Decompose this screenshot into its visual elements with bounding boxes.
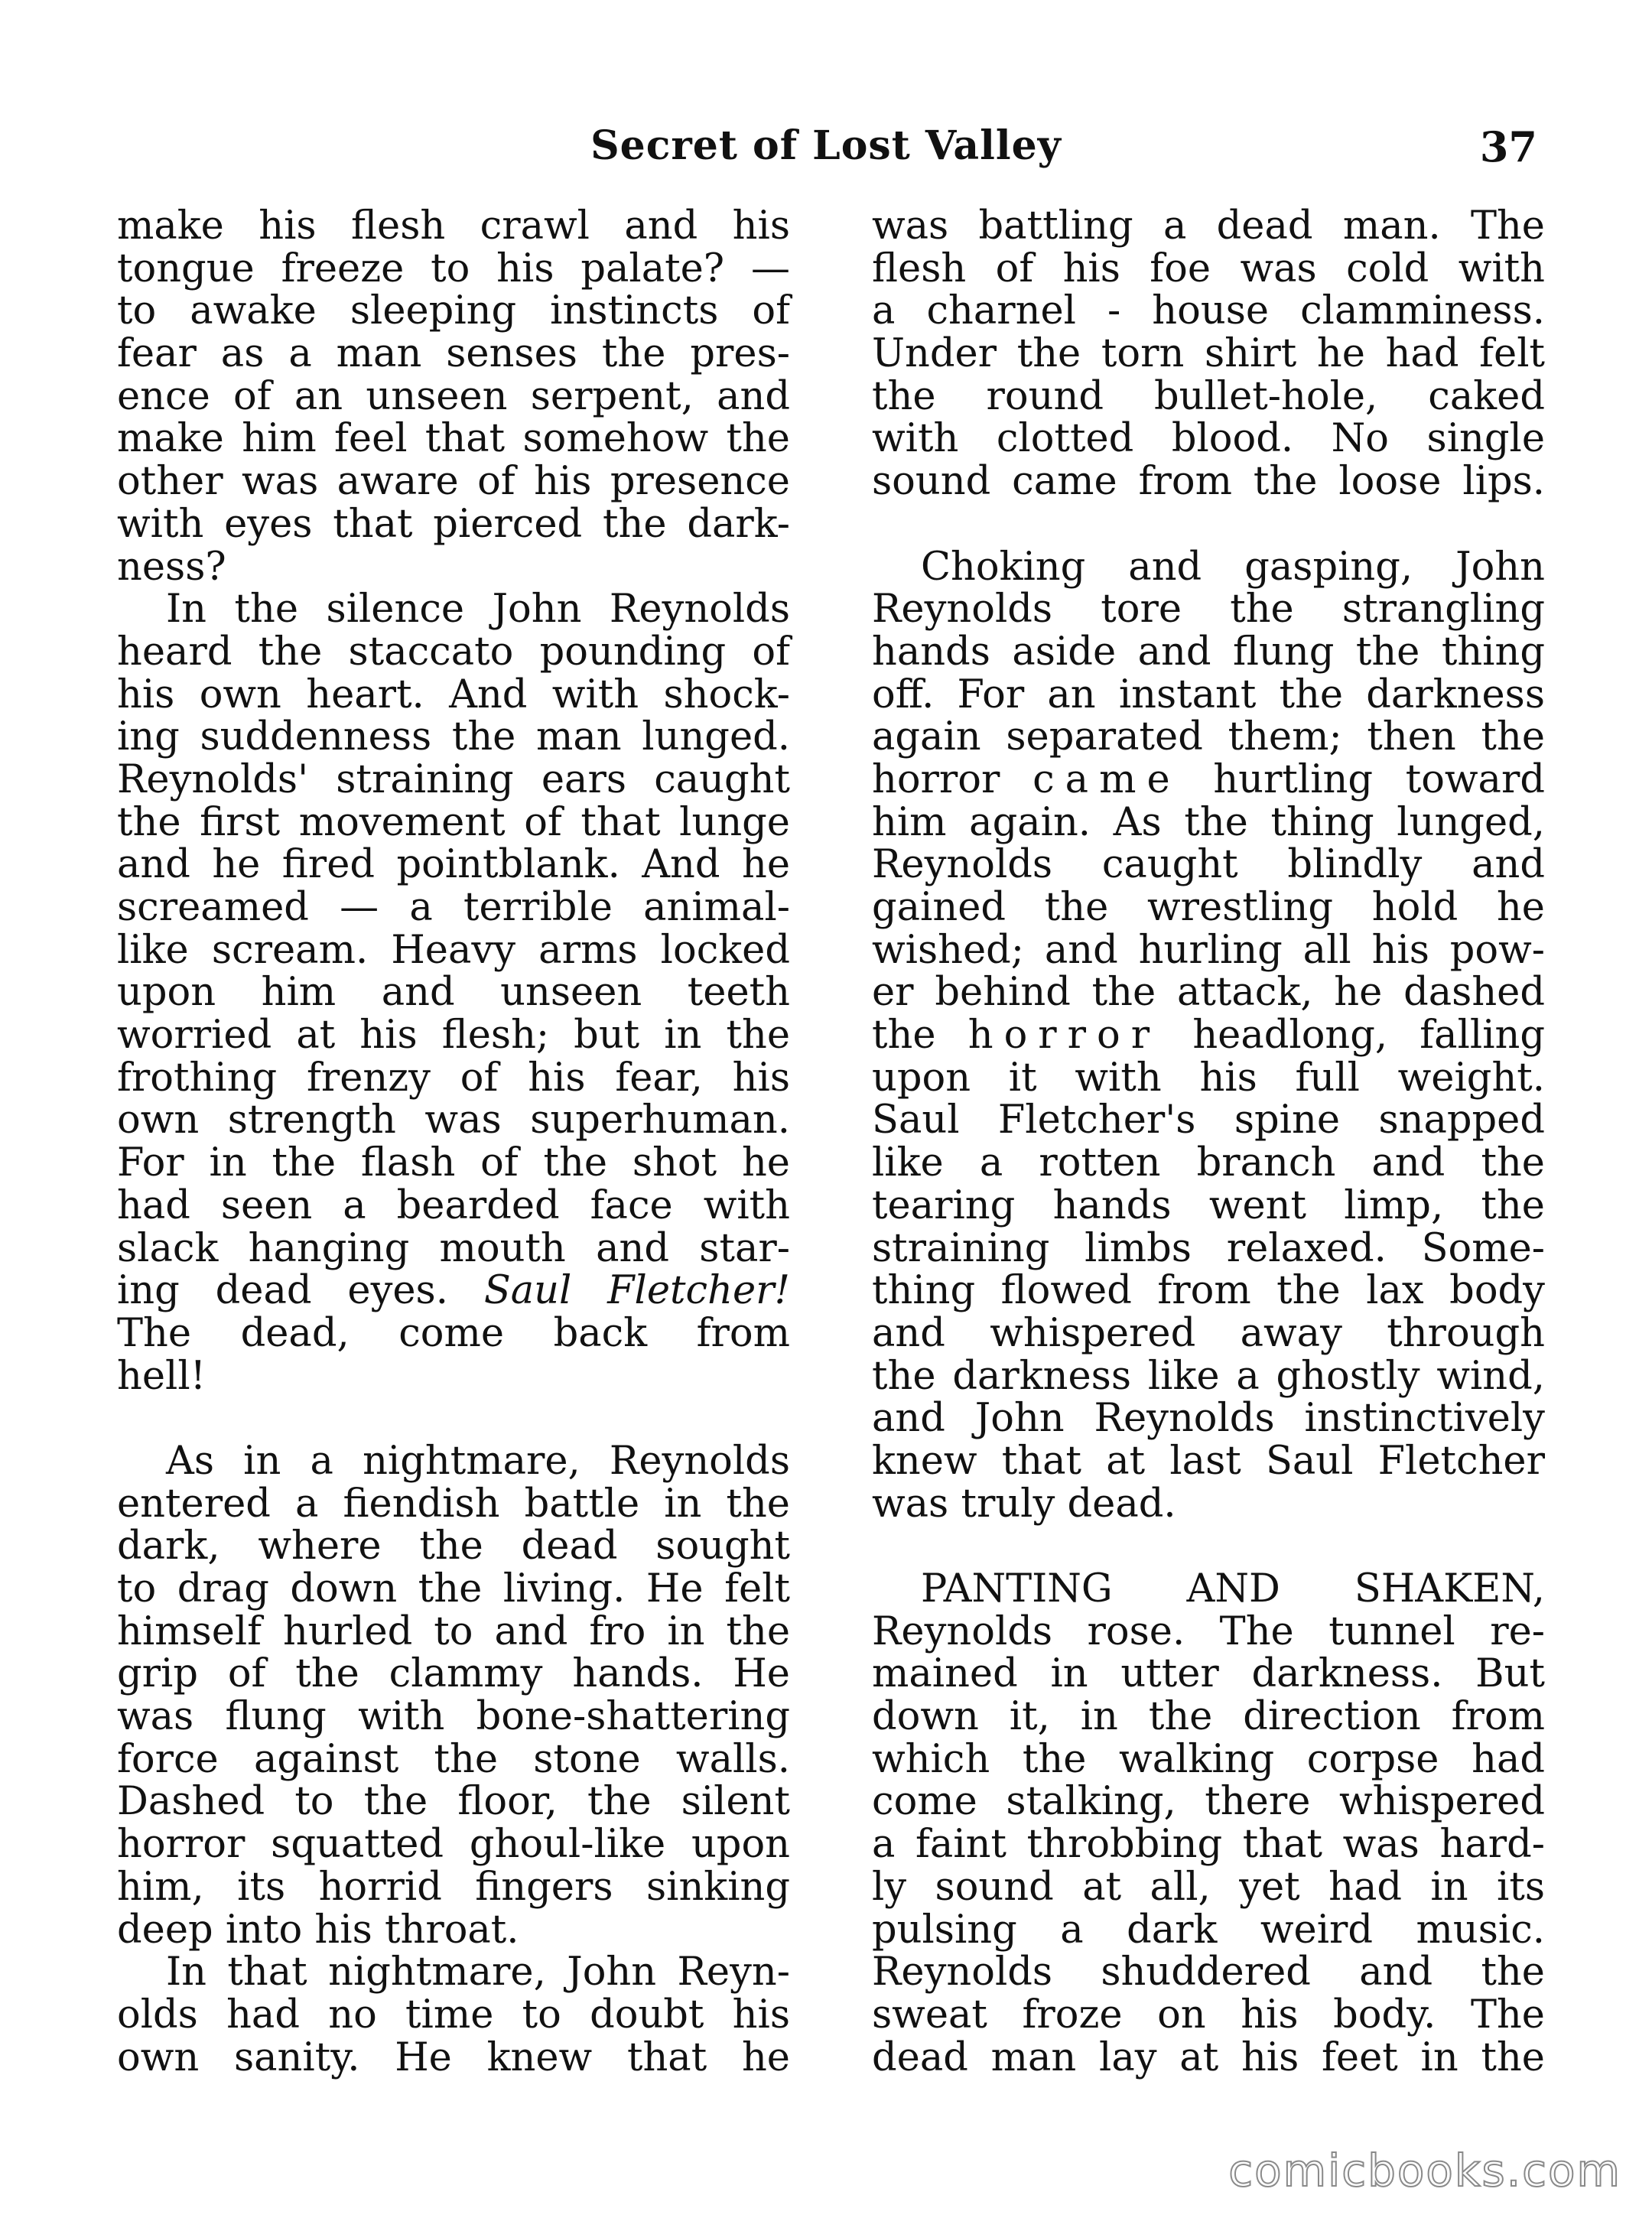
text-line-content: ly sound at all, yet had in its <box>872 1864 1545 1910</box>
text-line <box>117 1568 790 1611</box>
text-line-content: and he fired pointblank. And he <box>117 842 790 888</box>
text-line-content: the first movement of that lunge <box>117 799 790 845</box>
text-line-content: own strength was superhuman. <box>117 1098 790 1143</box>
text-line-content: tearing hands went limp, the <box>872 1182 1545 1228</box>
text-line <box>872 1568 1545 1611</box>
text-line <box>117 1823 790 1866</box>
text-line-content: a charnel - house clamminess. <box>872 288 1545 334</box>
text-line <box>872 205 1545 248</box>
text-line <box>872 1270 1545 1312</box>
text-line-content: ence of an unseen serpent, and <box>117 373 790 419</box>
text-line <box>872 373 1545 419</box>
text-line-content: deep into his throat. <box>117 1907 519 1953</box>
text-line <box>872 248 1545 291</box>
text-line-content: ing suddenness the man lunged. <box>117 714 790 760</box>
text-line <box>117 546 790 589</box>
text-line <box>872 1781 1545 1823</box>
text-line <box>117 1909 790 1952</box>
text-line <box>872 1909 1545 1952</box>
text-line-content: to awake sleeping instincts of <box>117 288 790 334</box>
text-line <box>117 1608 790 1654</box>
text-line <box>117 588 790 631</box>
text-line-content: sound came from the loose lips. <box>872 459 1545 505</box>
text-line <box>117 674 790 717</box>
text-line <box>872 844 1545 886</box>
text-line-content: frothing frenzy of his fear, his <box>117 1055 790 1101</box>
text-line <box>872 1397 1545 1440</box>
paragraph-gap <box>872 503 1545 546</box>
text-line-content: and John Reynolds instinctively <box>872 1396 1545 1442</box>
text-line-content: force against the stone walls. <box>117 1736 790 1782</box>
text-line-content: For in the flash of the shot he <box>117 1140 790 1186</box>
text-line <box>117 373 790 419</box>
text-line-content: grip of the clammy hands. He <box>117 1651 790 1697</box>
text-line <box>872 1312 1545 1355</box>
text-line-content: ing dead eyes. <box>117 1268 448 1314</box>
text-line <box>872 971 1545 1014</box>
text-line-content: upon him and unseen teeth <box>117 970 790 1016</box>
text-line <box>872 756 1545 802</box>
text-line-content: like scream. Heavy arms locked <box>117 927 790 973</box>
text-line-content: heard the staccato pounding of <box>117 629 790 675</box>
text-line-content: Under the torn shirt he had felt <box>872 331 1545 377</box>
text-line <box>117 844 790 886</box>
text-line <box>872 290 1545 333</box>
text-line <box>117 1483 790 1526</box>
text-line-content: Choking and gasping, John <box>921 544 1545 590</box>
italic-text: Saul Fletcher! <box>483 1268 790 1314</box>
text-line-content: come stalking, there whispered <box>872 1779 1545 1825</box>
text-line <box>117 1014 790 1057</box>
text-line-content: straining limbs relaxed. Some- <box>872 1225 1545 1271</box>
text-line <box>872 929 1545 972</box>
text-line <box>117 1951 790 1994</box>
text-line-content: olds had no time to doubt his <box>117 1992 790 2038</box>
text-line-content: Reynolds shuddered and the <box>872 1950 1545 1995</box>
text-line <box>872 886 1545 929</box>
text-line <box>117 799 790 845</box>
page-number: 37 <box>1479 122 1537 171</box>
paragraph-gap <box>872 1525 1545 1568</box>
text-line-content: sweat froze on his body. The <box>872 1992 1545 2038</box>
text-line <box>117 460 790 503</box>
text-line <box>872 1483 1545 1526</box>
text-line-content: his own heart. And with shock- <box>117 672 790 717</box>
text-line-content: Reynolds caught blindly and <box>872 842 1545 888</box>
text-line <box>117 631 790 674</box>
text-line <box>872 1823 1545 1866</box>
text-line <box>117 716 790 759</box>
text-line-content: screamed — a terrible animal- <box>117 885 790 930</box>
text-line-content: Saul Fletcher's spine snapped <box>872 1098 1545 1143</box>
text-line <box>117 1653 790 1696</box>
text-line-content: entered a fiendish battle in the <box>117 1481 790 1527</box>
text-line-content: again separated them; then the <box>872 714 1545 760</box>
text-line <box>117 1525 790 1568</box>
text-line <box>872 1866 1545 1909</box>
text-line-content: which the walking corpse had <box>872 1736 1545 1782</box>
text-line-content: horror <box>872 756 1000 802</box>
text-line <box>872 1738 1545 1781</box>
text-line <box>872 418 1545 460</box>
text-line <box>872 546 1545 589</box>
text-line-content: and whispered away through <box>872 1310 1545 1356</box>
text-line <box>117 503 790 546</box>
text-line-content: Reynolds' straining ears caught <box>117 756 790 802</box>
text-line-content: like a rotten branch and the <box>872 1140 1545 1186</box>
text-line <box>117 1781 790 1823</box>
text-line <box>872 1951 1545 1994</box>
text-line-content: him again. As the thing lunged, <box>872 799 1545 845</box>
text-line-content: mained in utter darkness. But <box>872 1651 1545 1697</box>
text-line-content: was battling a dead man. The <box>872 203 1545 249</box>
text-line-content: tongue freeze to his palate? — <box>117 246 790 291</box>
text-line-content: thing flowed from the lax body <box>872 1268 1545 1314</box>
text-line <box>117 1866 790 1909</box>
text-line-content: him, its horrid fingers sinking <box>117 1864 790 1910</box>
text-line <box>117 1270 790 1312</box>
text-line-content: wished; and hurling all his pow- <box>872 927 1545 973</box>
text-line-content: dead man lay at his feet in the <box>872 2034 1545 2080</box>
text-line <box>872 460 1545 503</box>
text-line-content: a faint throbbing that was hard- <box>872 1822 1545 1868</box>
text-line-content: worried at his flesh; but in the <box>117 1013 790 1059</box>
text-line <box>872 1653 1545 1696</box>
text-line-content: er behind the attack, he dashed <box>872 970 1545 1016</box>
text-line-content: slack hanging mouth and star- <box>117 1225 790 1271</box>
text-line-content: other was aware of his presence <box>117 459 790 505</box>
text-line <box>117 1738 790 1781</box>
text-line <box>872 1994 1545 2037</box>
text-line-content: ness? <box>117 544 226 590</box>
text-line-content: hands aside and flung the thing <box>872 629 1545 675</box>
text-line-content: make him feel that somehow the <box>117 416 790 462</box>
text-line <box>872 1142 1545 1185</box>
text-line-content: dark, where the dead sought <box>117 1524 790 1569</box>
text-line <box>117 756 790 802</box>
text-line <box>117 1099 790 1142</box>
text-line <box>872 1225 1545 1271</box>
watermark: comicbooks.com <box>1228 2145 1621 2197</box>
text-line <box>117 205 790 248</box>
text-line <box>872 1182 1545 1228</box>
text-line <box>872 2034 1545 2080</box>
text-line-content: In that nightmare, John Reyn- <box>166 1950 790 1995</box>
text-line-content: horror squatted ghoul-like upon <box>117 1822 790 1868</box>
text-line-content: the darkness like a ghostly wind, <box>872 1353 1545 1399</box>
text-line <box>872 1355 1545 1398</box>
text-line <box>117 886 790 929</box>
text-line-content: upon it with his full weight. <box>872 1055 1545 1101</box>
text-line-content: off. For an instant the darkness <box>872 672 1545 717</box>
text-line <box>117 1225 790 1271</box>
running-head <box>115 122 1537 184</box>
text-line <box>872 631 1545 674</box>
text-line <box>117 1355 790 1398</box>
text-line-content: with eyes that pierced the dark- <box>117 501 790 547</box>
text-line <box>872 1057 1545 1100</box>
text-line-content: had seen a bearded face with <box>117 1182 790 1228</box>
text-line <box>117 1994 790 2037</box>
text-line <box>872 1099 1545 1142</box>
text-line-content: Dashed to the floor, the silent <box>117 1779 790 1825</box>
text-line-content: was truly dead. <box>872 1481 1176 1527</box>
text-line <box>117 1057 790 1100</box>
text-line <box>872 716 1545 759</box>
text-line <box>872 588 1545 631</box>
text-line <box>117 248 790 291</box>
text-line <box>117 1182 790 1228</box>
text-line <box>117 290 790 333</box>
letterspaced-word: came <box>1032 756 1181 802</box>
right-text-column <box>872 205 1545 2079</box>
text-line <box>117 333 790 376</box>
text-line-content: knew that at last Saul Fletcher <box>872 1438 1545 1484</box>
text-line-content: Reynolds rose. The tunnel re- <box>872 1608 1545 1654</box>
text-line <box>872 1014 1545 1057</box>
text-line-content: Reynolds tore the strangling <box>872 587 1545 633</box>
text-line <box>872 1608 1545 1654</box>
paragraph-gap <box>117 1397 790 1440</box>
text-line-content: down it, in the direction from <box>872 1694 1545 1740</box>
text-line-content: PANTING AND SHAKEN, <box>921 1566 1545 1611</box>
text-line-content: was flung with bone-shattering <box>117 1694 790 1740</box>
text-line <box>117 2034 790 2080</box>
text-line <box>872 1696 1545 1738</box>
running-title: Secret of Lost Valley <box>590 122 1062 169</box>
text-line <box>872 799 1545 845</box>
text-line <box>117 1312 790 1355</box>
text-line-content: hell! <box>117 1353 206 1399</box>
text-line <box>117 1696 790 1738</box>
text-line-content: flesh of his foe was cold with <box>872 246 1545 291</box>
text-line-content: make his flesh crawl and his <box>117 203 790 249</box>
text-line <box>872 333 1545 376</box>
text-line-tail: headlong, falling <box>1192 1013 1545 1059</box>
text-line <box>117 1440 790 1483</box>
text-line-content: the round bullet-hole, caked <box>872 373 1545 419</box>
left-text-column <box>117 205 790 2079</box>
text-line <box>117 971 790 1014</box>
text-line-content: with clotted blood. No single <box>872 416 1545 462</box>
text-line-tail: hurtling toward <box>1213 756 1545 802</box>
text-line <box>117 418 790 460</box>
text-line-content: himself hurled to and fro in the <box>117 1608 790 1654</box>
text-line-content: The dead, come back from <box>117 1310 790 1356</box>
text-line-content: pulsing a dark weird music. <box>872 1907 1545 1953</box>
text-line <box>872 674 1545 717</box>
text-line-content: fear as a man senses the pres- <box>117 331 790 377</box>
text-line-content: the <box>872 1013 936 1059</box>
text-line <box>117 929 790 972</box>
text-line <box>117 1142 790 1185</box>
text-line-content: As in a nightmare, Reynolds <box>166 1438 790 1484</box>
text-line-content: In the silence John Reynolds <box>166 587 790 633</box>
text-line <box>872 1440 1545 1483</box>
letterspaced-word: horror <box>967 1013 1161 1059</box>
text-line-content: to drag down the living. He felt <box>117 1566 790 1611</box>
text-line-content: own sanity. He knew that he <box>117 2034 790 2080</box>
text-line-content: gained the wrestling hold he <box>872 885 1545 930</box>
